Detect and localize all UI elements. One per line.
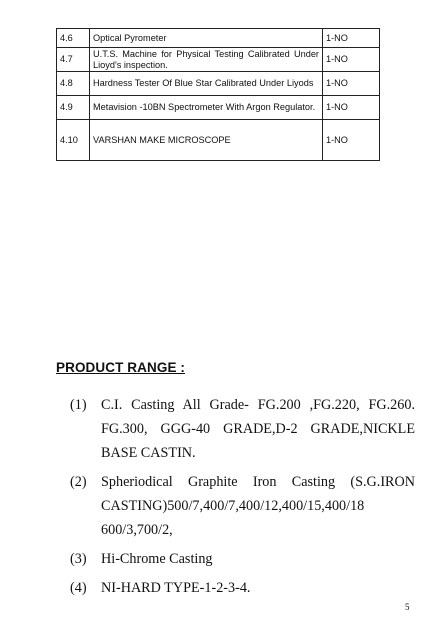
table-row — [57, 120, 380, 161]
equipment-table — [56, 28, 380, 161]
row-quantity: 1-NO — [323, 120, 380, 161]
row-quantity: 1-NO — [323, 96, 380, 120]
item-number: (4) — [70, 580, 87, 596]
item-number: (2) — [70, 474, 87, 490]
row-description: VARSHAN MAKE MICROSCOPE — [90, 120, 323, 161]
table-row — [57, 72, 380, 96]
table-row — [57, 48, 380, 72]
row-quantity: 1-NO — [323, 72, 380, 96]
row-number: 4.6 — [57, 29, 90, 48]
table-row — [57, 29, 380, 48]
row-description: Optical Pyrometer — [90, 29, 323, 48]
item-text: NI-HARD TYPE-1-2-3-4. — [101, 580, 251, 596]
page-number: 5 — [405, 602, 410, 612]
list-item — [70, 576, 415, 600]
row-description: Hardness Tester Of Blue Star Calibrated Under Liyods — [90, 72, 323, 96]
row-number: 4.9 — [57, 96, 90, 120]
list-item — [70, 470, 415, 542]
row-quantity: 1-NO — [323, 29, 380, 48]
product-range-list — [70, 393, 415, 605]
product-range-heading: PRODUCT RANGE : — [56, 360, 185, 375]
row-number: 4.10 — [57, 120, 90, 161]
item-text: Spheriodical Graphite Iron Casting (S.G.IRON CASTING)500/7,400/7,400/12,400/15,400/18 600/3,700/2, — [101, 474, 415, 538]
table-row — [57, 96, 380, 120]
row-number: 4.8 — [57, 72, 90, 96]
list-item — [70, 393, 415, 465]
row-description: U.T.S. Machine for Physical Testing Calibrated Under Lioyd's inspection. — [90, 48, 323, 72]
list-item — [70, 547, 415, 571]
item-text: Hi-Chrome Casting — [101, 551, 213, 567]
item-text: C.I. Casting All Grade- FG.200 ,FG.220, FG.260. FG.300, GGG-40 GRADE,D-2 GRADE,NICKLE BASE CASTIN. — [101, 397, 415, 461]
item-number: (3) — [70, 551, 87, 567]
row-description: Metavision -10BN Spectrometer With Argon Regulator. — [90, 96, 323, 120]
row-quantity: 1-NO — [323, 48, 380, 72]
item-number: (1) — [70, 397, 87, 413]
row-number: 4.7 — [57, 48, 90, 72]
